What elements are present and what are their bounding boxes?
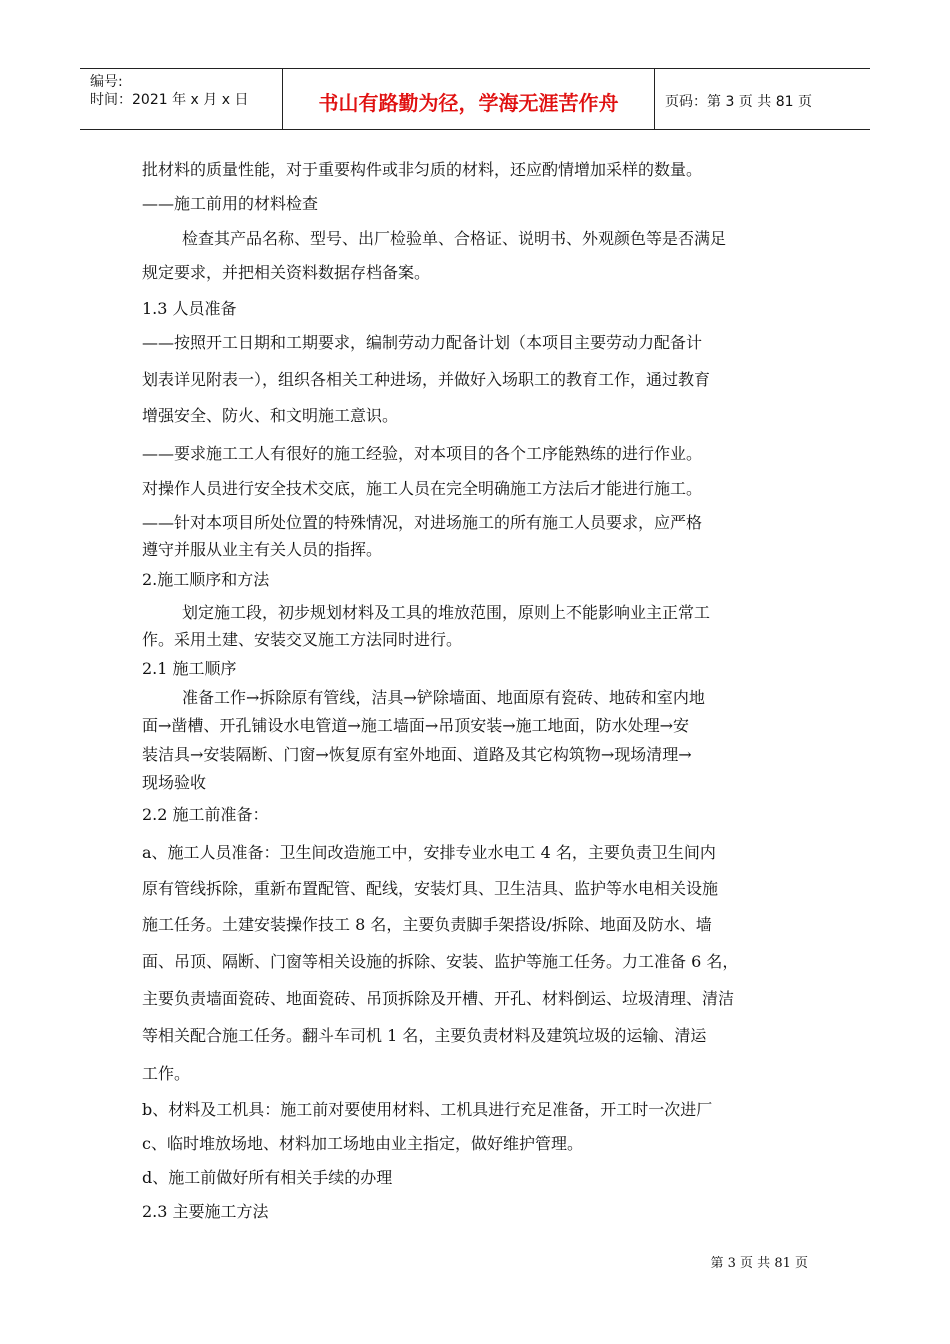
body-line: 原有管线拆除，重新布置配管、配线，安装灯具、卫生洁具、监护等水电相关设施 <box>142 879 719 898</box>
page-header <box>80 68 870 130</box>
body-line: 面、吊顶、隔断、门窗等相关设施的拆除、安装、监护等施工任务。力工准备 6 名， <box>142 952 739 971</box>
body-line: d、施工前做好所有相关手续的办理 <box>142 1168 393 1187</box>
body-line: b、材料及工机具：施工前对要使用材料、工机具进行充足准备，开工时一次进厂 <box>142 1100 713 1119</box>
header-page-cell <box>655 69 870 129</box>
document-number-label: 编号: <box>90 74 123 90</box>
body-line: 主要负责墙面瓷砖、地面瓷砖、吊顶拆除及开槽、开孔、材料倒运、垃圾清理、清洁 <box>142 989 735 1008</box>
body-line: c、临时堆放场地、材料加工场地由业主指定，做好维护管理。 <box>142 1134 583 1153</box>
body-line: 施工任务。土建安装操作技工 8 名，主要负责脚手架搭设/拆除、地面及防水、墙 <box>142 915 712 934</box>
body-line: ——针对本项目所处位置的特殊情况，对进场施工的所有施工人员要求，应严格 <box>142 513 703 532</box>
footer-page-number: 第 3 页 共 81 页 <box>710 1256 808 1271</box>
body-line: 作。采用土建、安装交叉施工方法同时进行。 <box>142 630 463 649</box>
body-line: 增强安全、防火、和文明施工意识。 <box>142 406 399 425</box>
section-heading: 2.3 主要施工方法 <box>142 1202 269 1221</box>
section-heading: 2.1 施工顺序 <box>142 659 237 678</box>
body-line: 划表详见附表一），组织各相关工种进场，并做好入场职工的教育工作，通过教育 <box>142 370 711 389</box>
header-motto-cell <box>283 69 655 129</box>
header-page-number: 页码：第 3 页 共 81 页 <box>665 94 812 110</box>
body-line: 遵守并服从业主有关人员的指挥。 <box>142 540 383 559</box>
body-line: 批材料的质量性能，对于重要构件或非匀质的材料，还应酌情增加采样的数量。 <box>142 160 703 179</box>
body-line: 等相关配合施工任务。翻斗车司机 1 名，主要负责材料及建筑垃圾的运输、清运 <box>142 1026 707 1045</box>
section-heading: 2.施工顺序和方法 <box>142 570 270 589</box>
section-heading: 2.2 施工前准备： <box>142 805 269 824</box>
body-line: 工作。 <box>142 1064 191 1083</box>
body-line: ——施工前用的材料检查 <box>142 194 319 213</box>
body-line: a、施工人员准备：卫生间改造施工中，安排专业水电工 4 名，主要负责卫生间内 <box>142 843 716 862</box>
header-meta-cell <box>80 69 283 129</box>
section-heading: 1.3 人员准备 <box>142 299 237 318</box>
body-line: 现场验收 <box>142 773 207 792</box>
document-date-label: 时间：2021 年 x 月 x 日 <box>90 92 249 108</box>
body-line: 装洁具→安装隔断、门窗→恢复原有室外地面、道路及其它构筑物→现场清理→ <box>142 745 692 764</box>
body-line: 准备工作→拆除原有管线，洁具→铲除墙面、地面原有瓷砖、地砖和室内地 <box>182 688 705 707</box>
body-line: ——按照开工日期和工期要求，编制劳动力配备计划（本项目主要劳动力配备计 <box>142 333 703 352</box>
body-line: ——要求施工工人有很好的施工经验，对本项目的各个工序能熟练的进行作业。 <box>142 444 703 463</box>
header-motto: 书山有路勤为径，学海无涯苦作舟 <box>318 91 619 115</box>
body-line: 规定要求，并把相关资料数据存档备案。 <box>142 263 431 282</box>
body-line: 划定施工段，初步规划材料及工具的堆放范围，原则上不能影响业主正常工 <box>182 603 711 622</box>
body-line: 对操作人员进行安全技术交底，施工人员在完全明确施工方法后才能进行施工。 <box>142 479 703 498</box>
body-line: 面→凿槽、开孔铺设水电管道→施工墙面→吊顶安装→施工地面，防水处理→安 <box>142 716 690 735</box>
body-line: 检查其产品名称、型号、出厂检验单、合格证、说明书、外观颜色等是否满足 <box>182 229 727 248</box>
